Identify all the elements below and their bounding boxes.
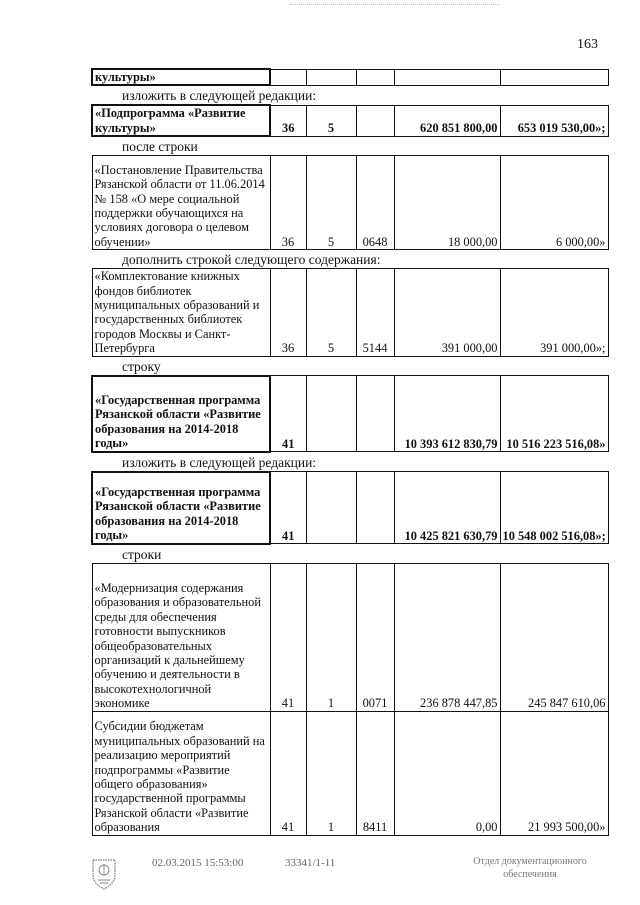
article-code-cell bbox=[356, 69, 394, 85]
section-code-cell: 5 bbox=[306, 156, 356, 250]
amount-first-cell: 18 000,00 bbox=[394, 156, 500, 250]
table-row bbox=[92, 563, 608, 711]
instruction-text: после строки bbox=[122, 139, 198, 155]
footer-department: Отдел документационного обеспечения bbox=[473, 856, 587, 880]
chapter-code-cell: 41 bbox=[270, 711, 306, 835]
instruction-text: изложить в следующей редакции: bbox=[122, 88, 317, 104]
chapter-code-cell: 41 bbox=[270, 472, 306, 544]
instruction-text: дополнить строкой следующего содержания: bbox=[122, 252, 381, 268]
amount-first-cell: 236 878 447,85 bbox=[394, 563, 500, 711]
section-code-cell: 1 bbox=[306, 711, 356, 835]
amount-second-cell: 245 847 610,06 bbox=[500, 563, 608, 711]
article-code-cell: 0071 bbox=[356, 563, 394, 711]
top-scan-mark bbox=[290, 4, 500, 11]
amount-second-cell: 653 019 530,00»; bbox=[500, 105, 608, 136]
row-name-cell: «Государственная программа Рязанской области «Развитие образования на 2014-2018 годы» bbox=[92, 472, 270, 544]
amount-first-cell: 0,00 bbox=[394, 711, 500, 835]
article-code-cell bbox=[356, 105, 394, 136]
row-name-cell: «Постановление Правительства Рязанской области от 11.06.2014 № 158 «О мере социальной поддержки обучающихся на условиях договора о целевом обучении» bbox=[92, 156, 270, 250]
table-row bbox=[92, 472, 608, 544]
instruction-text: строку bbox=[122, 358, 161, 374]
amount-first-cell bbox=[394, 69, 500, 85]
instruction-row bbox=[92, 85, 608, 105]
article-code-cell: 8411 bbox=[356, 711, 394, 835]
table-row bbox=[92, 376, 608, 452]
row-name-cell: «Комплектование книжных фондов библиотек муниципальных образований и государственных библиотек городов Москвы и Санкт-Петербурга bbox=[92, 269, 270, 356]
table-row bbox=[92, 711, 608, 835]
row-name-cell: Субсидии бюджетам муниципальных образований на реализацию мероприятий подпрограммы «Развитие общего образования» государственной программы Рязанской области «Развитие образования bbox=[92, 711, 270, 835]
article-code-cell: 5144 bbox=[356, 269, 394, 356]
amount-first-cell: 10 393 612 830,79 bbox=[394, 376, 500, 452]
article-code-cell bbox=[356, 376, 394, 452]
amount-second-cell: 21 993 500,00» bbox=[500, 711, 608, 835]
amendment-table bbox=[91, 68, 609, 836]
instruction-text: строки bbox=[122, 546, 162, 562]
page-number: 163 bbox=[577, 37, 598, 52]
article-code-cell: 0648 bbox=[356, 156, 394, 250]
instruction-row bbox=[92, 356, 608, 376]
instruction-row bbox=[92, 544, 608, 564]
amount-second-cell: 6 000,00» bbox=[500, 156, 608, 250]
table-row bbox=[92, 69, 608, 85]
table-row bbox=[92, 156, 608, 250]
section-code-cell bbox=[306, 472, 356, 544]
amount-second-cell bbox=[500, 69, 608, 85]
amount-second-cell: 10 516 223 516,08» bbox=[500, 376, 608, 452]
table-row bbox=[92, 269, 608, 356]
footer-date: 02.03.2015 15:53:00 bbox=[152, 857, 244, 869]
amount-first-cell: 10 425 821 630,79 bbox=[394, 472, 500, 544]
section-code-cell: 1 bbox=[306, 563, 356, 711]
instruction-row bbox=[92, 452, 608, 472]
section-code-cell bbox=[306, 69, 356, 85]
chapter-code-cell: 36 bbox=[270, 269, 306, 356]
table-row bbox=[92, 105, 608, 136]
footer-registration-number: 33341/1-11 bbox=[285, 857, 336, 869]
chapter-code-cell bbox=[270, 69, 306, 85]
row-name-cell: «Государственная программа Рязанской области «Развитие образования на 2014-2018 годы» bbox=[92, 376, 270, 452]
row-name-cell: культуры» bbox=[92, 69, 270, 85]
instruction-row bbox=[92, 250, 608, 269]
section-code-cell: 5 bbox=[306, 269, 356, 356]
article-code-cell bbox=[356, 472, 394, 544]
chapter-code-cell: 41 bbox=[270, 563, 306, 711]
amount-first-cell: 620 851 800,00 bbox=[394, 105, 500, 136]
section-code-cell: 5 bbox=[306, 105, 356, 136]
amount-second-cell: 391 000,00»; bbox=[500, 269, 608, 356]
instruction-row bbox=[92, 136, 608, 156]
chapter-code-cell: 36 bbox=[270, 156, 306, 250]
chapter-code-cell: 41 bbox=[270, 376, 306, 452]
row-name-cell: «Подпрограмма «Развитие культуры» bbox=[92, 105, 270, 136]
coat-of-arms-icon bbox=[90, 856, 118, 890]
chapter-code-cell: 36 bbox=[270, 105, 306, 136]
section-code-cell bbox=[306, 376, 356, 452]
instruction-text: изложить в следующей редакции: bbox=[122, 454, 317, 470]
row-name-cell: «Модернизация содержания образования и образовательной среды для обеспечения готовности выпускников общеобразовательных организаций к дальнейшему обучению и деятельности в высокотехнологичной экономике bbox=[92, 563, 270, 711]
amount-first-cell: 391 000,00 bbox=[394, 269, 500, 356]
amount-second-cell: 10 548 002 516,08»; bbox=[500, 472, 608, 544]
page-footer bbox=[0, 855, 640, 895]
